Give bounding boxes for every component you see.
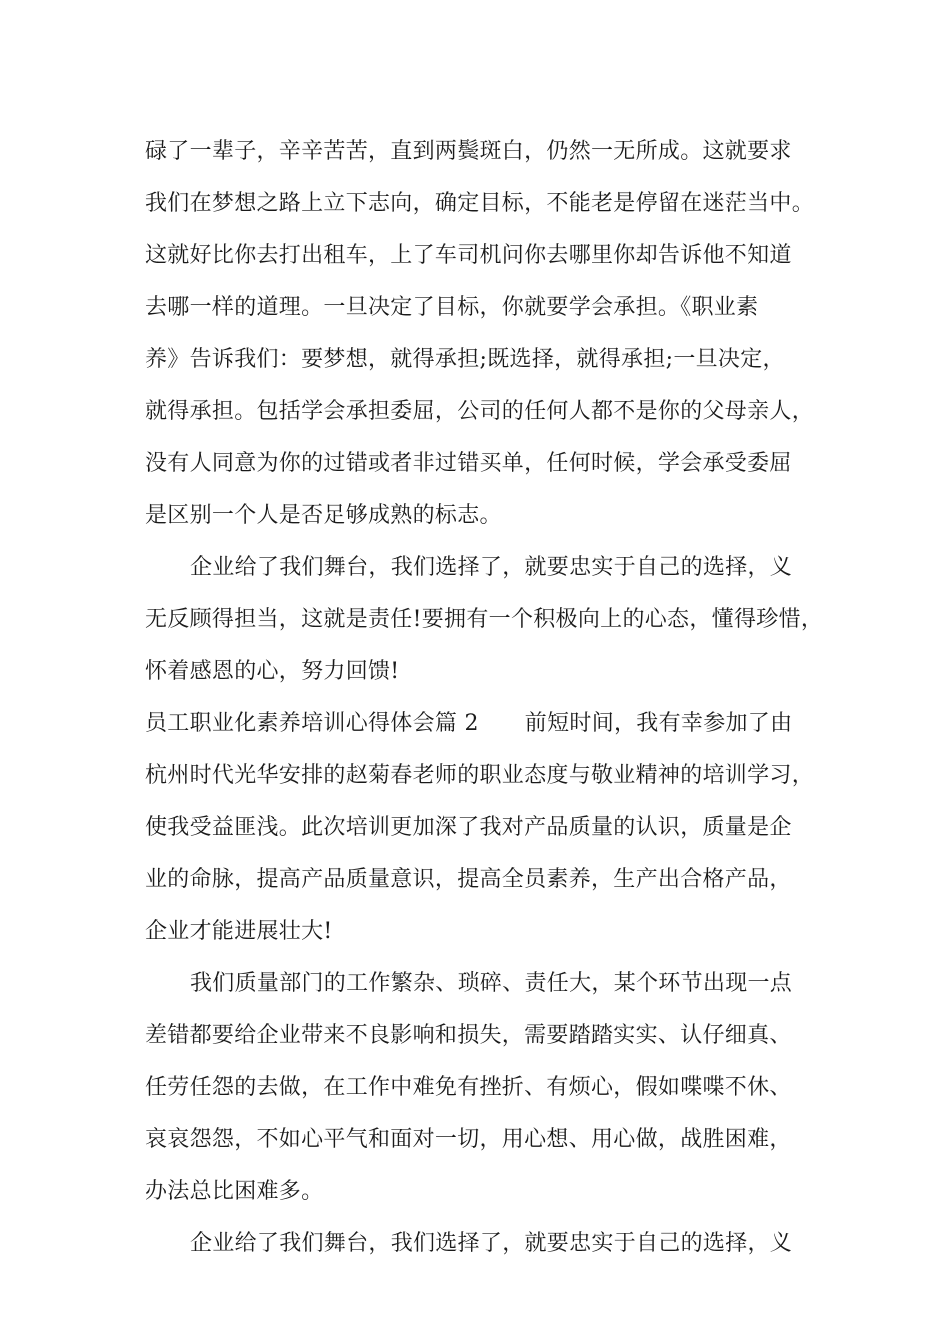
- text-line: 办法总比困难多。: [145, 1179, 324, 1204]
- text-line: 哀哀怨怨，不如心平气和面对一切，用心想、用心做，战胜困难，: [145, 1127, 792, 1152]
- text-line: 使我受益匪浅。此次培训更加深了我对产品质量的认识，质量是企: [145, 815, 792, 840]
- text-line: 没有人同意为你的过错或者非过错买单，任何时候，学会承受委屈: [145, 451, 792, 476]
- text-line: 企业才能进展壮大!: [145, 919, 333, 944]
- section-heading: 员工职业化素养培训心得体会篇 2: [145, 711, 479, 736]
- text-line: 任劳任怨的去做，在工作中难免有挫折、有烦心，假如喋喋不休、: [145, 1075, 792, 1100]
- section-heading-line: [145, 704, 825, 744]
- text-line: 养》告诉我们：要梦想，就得承担;既选择，就得承担;一旦决定，: [145, 347, 785, 372]
- text-line: 怀着感恩的心，努力回馈!: [145, 659, 400, 684]
- text-line: 我们质量部门的工作繁杂、琐碎、责任大，某个环节出现一点: [190, 971, 793, 996]
- text-line: 业的命脉，提高产品质量意识，提高全员素养，生产出合格产品，: [145, 867, 792, 892]
- text-line: 碌了一辈子，辛辛苦苦，直到两鬓斑白，仍然一无所成。这就要求: [145, 139, 792, 164]
- text-line: 这就好比你去打出租车，上了车司机问你去哪里你却告诉他不知道: [145, 243, 792, 268]
- text-line: 差错都要给企业带来不良影响和损失，需要踏踏实实、认仔细真、: [145, 1023, 792, 1048]
- text-line: 去哪一样的道理。一旦决定了目标，你就要学会承担。《职业素: [145, 295, 759, 320]
- text-line: 我们在梦想之路上立下志向，确定目标，不能老是停留在迷茫当中。: [145, 191, 815, 216]
- text-line: 是区别一个人是否足够成熟的标志。: [145, 503, 502, 528]
- text-line: 无反顾得担当，这就是责任!要拥有一个积极向上的心态，懂得珍惜，: [145, 607, 824, 632]
- text-line: 前短时间，我有幸参加了由: [524, 711, 793, 736]
- text-line: 杭州时代光华安排的赵菊春老师的职业态度与敬业精神的培训学习，: [145, 763, 815, 788]
- text-line: 企业给了我们舞台，我们选择了，就要忠实于自己的选择，义: [190, 555, 793, 580]
- text-line: 就得承担。包括学会承担委屈，公司的任何人都不是你的父母亲人，: [145, 399, 815, 424]
- text-line: 企业给了我们舞台，我们选择了，就要忠实于自己的选择，义: [190, 1231, 793, 1256]
